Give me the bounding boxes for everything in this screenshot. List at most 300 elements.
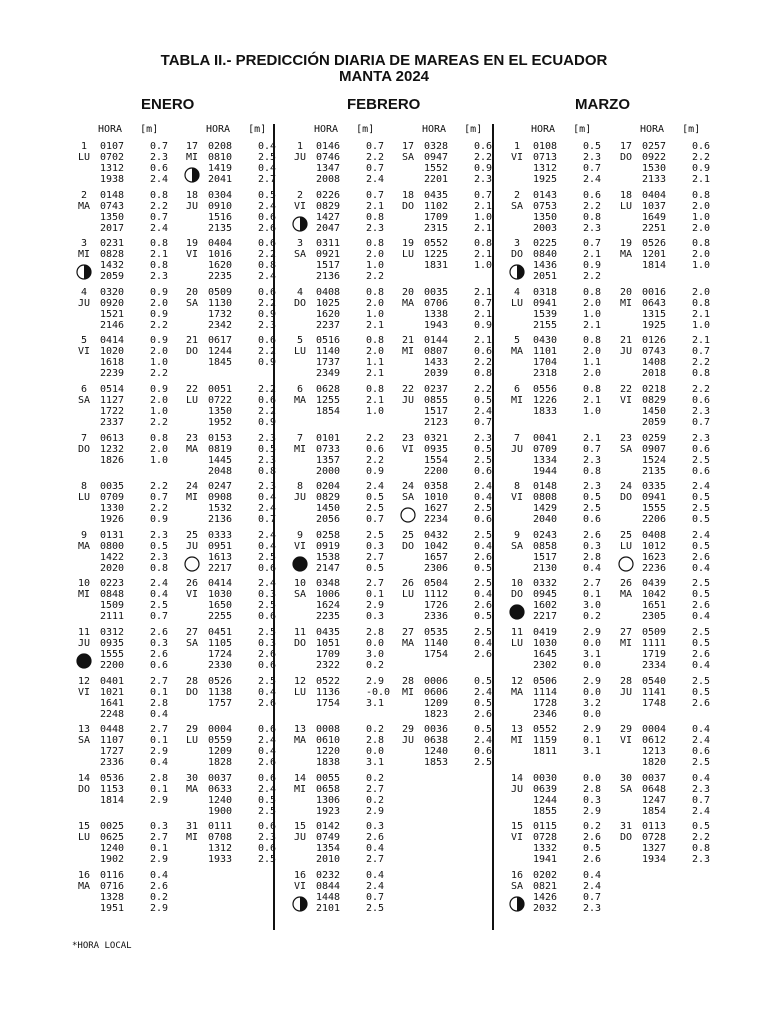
tide-heights: [474, 141, 492, 185]
tide-heights: [692, 530, 710, 574]
tide-time: 0807: [424, 346, 449, 358]
tide-time: 1448: [316, 892, 341, 903]
tide-height: 0.5: [366, 562, 385, 574]
tide-height: 2.6: [583, 529, 602, 541]
weekday: DO: [510, 249, 524, 261]
tide-height: 1.0: [366, 406, 385, 417]
tide-time: 1240: [208, 794, 233, 806]
tide-height: 0.7: [366, 141, 385, 152]
tide-height: 0.7: [474, 189, 493, 201]
tide-times: [100, 870, 124, 914]
tide-height: 2.3: [583, 454, 602, 466]
tide-height: 1.0: [474, 260, 493, 272]
tide-heights: [583, 141, 601, 185]
tide-times: [316, 384, 340, 417]
tide-time: 0304: [208, 189, 233, 201]
tide-time: 1620: [208, 260, 233, 272]
tide-times: [642, 238, 666, 271]
tide-time: 0218: [642, 384, 667, 395]
weekday: LU: [619, 200, 633, 212]
tide-height: 2.5: [258, 600, 277, 612]
tide-height: 2.3: [692, 406, 711, 417]
tide-time: 0006: [424, 675, 449, 687]
tide-height: 0.8: [583, 465, 602, 477]
day-label: [288, 530, 312, 552]
tide-time: 0008: [316, 724, 341, 736]
tide-height: 2.8: [583, 783, 602, 795]
tide-height: 2.1: [474, 222, 493, 234]
tide-times: [642, 530, 666, 574]
tide-height: 1.0: [692, 319, 711, 331]
tide-heights: [258, 676, 276, 709]
tide-time: 0709: [100, 492, 125, 504]
day-label: [614, 481, 638, 503]
day-number: 12: [293, 675, 307, 687]
tide-times: [100, 724, 124, 768]
tide-time: 0318: [533, 286, 558, 298]
tide-heights: [258, 773, 276, 817]
tide-time: 0126: [642, 335, 667, 347]
tide-time: 1332: [533, 843, 558, 855]
tide-time: 1811: [533, 746, 558, 758]
tide-height: 2.4: [258, 578, 277, 590]
meters-header: [m]: [248, 124, 267, 135]
tide-times: [100, 238, 124, 282]
tide-time: 0921: [316, 249, 341, 261]
footnote: *HORA LOCAL: [72, 941, 132, 951]
tide-time: 0439: [642, 578, 667, 590]
day-number: 13: [293, 724, 307, 736]
day-number: 17: [401, 141, 415, 152]
tide-time: 1754: [316, 697, 341, 709]
tide-time: 0004: [642, 724, 667, 736]
tide-height: 2.4: [366, 174, 385, 185]
weekday: JU: [77, 638, 91, 649]
tide-time: 1350: [208, 406, 233, 417]
tide-time: 2235: [316, 611, 341, 623]
tide-time: 0148: [533, 481, 558, 493]
hora-header: HORA: [422, 124, 447, 135]
tide-time: 0108: [533, 141, 558, 152]
weekday: JU: [77, 297, 91, 309]
tide-times: [642, 821, 666, 865]
tide-time: 1334: [533, 454, 558, 466]
tide-height: 2.5: [474, 503, 493, 515]
tide-height: 2.4: [474, 406, 493, 417]
weekday: MA: [619, 589, 633, 601]
hora-header: HORA: [640, 124, 665, 135]
tide-heights: [692, 141, 710, 185]
tide-height: 2.2: [150, 319, 169, 331]
tide-heights: [474, 724, 492, 768]
tide-time: 2059: [100, 271, 125, 283]
tide-time: 0858: [533, 540, 558, 552]
tide-time: 2018: [642, 368, 667, 380]
day-number: 14: [77, 772, 91, 784]
day-number: 25: [619, 529, 633, 541]
tide-height: 0.7: [692, 346, 711, 358]
weekday: DO: [510, 589, 524, 601]
tide-time: 1722: [100, 406, 125, 417]
tide-time: 1426: [533, 892, 558, 903]
tide-heights: [150, 676, 168, 720]
day-number: 1: [80, 141, 88, 152]
day-number: 18: [401, 189, 415, 201]
tide-height: 0.0: [583, 772, 602, 784]
day-label: [288, 190, 312, 212]
tide-heights: [692, 481, 710, 525]
tide-heights: [692, 821, 710, 865]
tide-height: 0.5: [474, 562, 493, 574]
tide-height: 2.0: [150, 346, 169, 358]
weekday: MA: [77, 200, 91, 212]
quarter-moon-icon: [509, 896, 525, 912]
weekday: DO: [619, 152, 633, 163]
tide-height: 0.9: [150, 514, 169, 526]
day-number: 19: [619, 238, 633, 250]
day-number: 7: [80, 432, 88, 444]
tide-time: 2010: [316, 854, 341, 866]
tide-time: 0819: [208, 443, 233, 455]
tide-height: 0.9: [150, 335, 169, 347]
tide-height: 2.9: [150, 903, 169, 914]
day-label: [614, 384, 638, 406]
tide-heights: [258, 578, 276, 622]
tide-time: 1709: [316, 649, 341, 660]
tide-time: 0332: [533, 578, 558, 590]
tide-time: 2136: [316, 271, 341, 283]
tide-height: 0.6: [583, 514, 602, 526]
tide-time: 2217: [208, 562, 233, 574]
tide-time: 1112: [424, 589, 449, 601]
tide-height: 2.0: [583, 346, 602, 358]
day-number: 2: [513, 189, 521, 201]
tide-times: [316, 676, 340, 709]
day-label: [72, 481, 96, 503]
tide-time: 1923: [316, 805, 341, 817]
tide-time: 0828: [100, 249, 125, 261]
tide-height: 2.6: [474, 649, 493, 660]
tide-height: 0.1: [150, 783, 169, 795]
day-number: 15: [510, 821, 524, 833]
tide-height: 0.5: [474, 443, 493, 455]
tide-time: 1618: [100, 357, 125, 369]
tide-height: 2.1: [583, 249, 602, 261]
tide-heights: [583, 433, 601, 477]
tide-time: 0907: [642, 443, 667, 455]
tide-height: 0.5: [474, 697, 493, 709]
tide-height: 2.9: [583, 724, 602, 736]
tide-height: 2.1: [474, 335, 493, 347]
tide-times: [533, 821, 557, 865]
tide-heights: [258, 724, 276, 768]
tide-times: [642, 384, 666, 428]
tide-height: 2.9: [366, 600, 385, 612]
tide-height: 1.0: [150, 357, 169, 369]
tide-time: 0225: [533, 238, 558, 250]
tide-height: 2.6: [150, 649, 169, 660]
day-number: 3: [513, 238, 521, 250]
tide-heights: [258, 141, 276, 185]
tide-height: 0.6: [258, 772, 277, 784]
tide-times: [424, 238, 448, 271]
tide-time: 1201: [642, 249, 667, 261]
full-moon-icon: [400, 507, 416, 523]
tide-time: 0223: [100, 578, 125, 590]
tide-time: 1709: [424, 211, 449, 223]
tide-time: 2336: [100, 757, 125, 769]
weekday: LU: [510, 638, 524, 649]
tide-height: 2.2: [692, 357, 711, 369]
day-label: [72, 676, 96, 698]
tide-time: 1030: [208, 589, 233, 601]
tide-height: 0.2: [366, 724, 385, 736]
tide-time: 0335: [642, 481, 667, 493]
tide-times: [316, 238, 340, 282]
tide-height: 2.2: [692, 152, 711, 163]
tide-height: 0.6: [474, 746, 493, 758]
tide-time: 2322: [316, 660, 341, 671]
tide-time: 1315: [642, 308, 667, 320]
tide-height: 0.8: [150, 189, 169, 201]
tide-height: 2.3: [150, 152, 169, 163]
tide-heights: [692, 190, 710, 234]
tide-time: 1757: [208, 697, 233, 709]
tide-heights: [366, 676, 390, 709]
tide-height: 0.5: [692, 638, 711, 649]
tide-height: 2.5: [692, 503, 711, 515]
tide-time: 2047: [316, 222, 341, 234]
tide-times: [642, 433, 666, 477]
tide-height: 0.6: [692, 443, 711, 455]
meters-header: [m]: [573, 124, 592, 135]
day-number: 14: [510, 772, 524, 784]
tide-height: 2.5: [474, 529, 493, 541]
tide-time: 0844: [316, 881, 341, 892]
weekday: LU: [185, 395, 199, 406]
day-label: [505, 335, 529, 357]
column-header: [422, 124, 482, 135]
tide-height: 2.4: [583, 881, 602, 892]
weekday: MA: [619, 249, 633, 261]
day-label: [72, 578, 96, 600]
weekday: SA: [401, 492, 415, 504]
tide-times: [208, 530, 232, 574]
tide-height: 1.0: [366, 260, 385, 272]
weekday: DO: [401, 200, 415, 212]
page-subtitle: MANTA 2024: [338, 68, 430, 85]
day-label: [72, 530, 96, 552]
tide-time: 0504: [424, 578, 449, 590]
tide-height: 0.7: [150, 141, 169, 152]
tide-height: 0.5: [583, 141, 602, 152]
day-label: [180, 335, 204, 357]
day-label: [614, 676, 638, 698]
tide-time: 0722: [208, 395, 233, 406]
tide-time: 1820: [642, 757, 667, 769]
day-label: [505, 676, 529, 698]
tide-times: [316, 627, 340, 671]
tide-time: 0259: [642, 432, 667, 444]
tide-height: 0.5: [692, 540, 711, 552]
tide-height: 0.4: [150, 870, 169, 881]
tide-time: 2302: [533, 660, 558, 671]
weekday: LU: [185, 735, 199, 747]
tide-time: 1427: [316, 211, 341, 223]
tide-height: 2.7: [366, 578, 385, 590]
tide-height: 0.4: [258, 686, 277, 698]
tide-time: 1538: [316, 551, 341, 563]
weekday: JU: [185, 200, 199, 212]
day-number: 16: [510, 870, 524, 881]
day-number: 17: [185, 141, 199, 152]
tide-time: 1833: [533, 406, 558, 417]
tide-height: 0.8: [150, 260, 169, 272]
tide-time: 1247: [642, 794, 667, 806]
tide-time: 1524: [642, 454, 667, 466]
tide-height: 2.8: [366, 735, 385, 747]
tide-height: 0.4: [258, 492, 277, 504]
tide-time: 0947: [424, 152, 449, 163]
tide-time: 0414: [100, 335, 125, 347]
tide-times: [316, 141, 340, 185]
tide-time: 0919: [316, 540, 341, 552]
tide-time: 0749: [316, 832, 341, 844]
tide-time: 1934: [642, 854, 667, 866]
tide-heights: [366, 627, 384, 671]
tide-height: 2.6: [583, 832, 602, 844]
tide-time: 1854: [316, 406, 341, 417]
tide-height: 0.0: [583, 638, 602, 649]
tide-times: [533, 578, 557, 622]
tide-height: 0.3: [150, 821, 169, 833]
tide-height: 0.2: [366, 794, 385, 806]
tide-height: 0.3: [366, 611, 385, 623]
day-number: 13: [510, 724, 524, 736]
day-label: [396, 433, 420, 455]
tide-time: 1436: [533, 260, 558, 272]
tide-times: [208, 676, 232, 709]
tide-height: 0.2: [366, 772, 385, 784]
tide-height: 2.9: [583, 805, 602, 817]
tide-heights: [150, 724, 168, 768]
tide-height: 2.2: [258, 346, 277, 358]
tide-time: 0522: [316, 675, 341, 687]
hora-header: HORA: [314, 124, 339, 135]
tide-times: [208, 238, 232, 282]
tide-heights: [366, 870, 384, 914]
tide-time: 0526: [208, 675, 233, 687]
tide-heights: [258, 190, 276, 234]
tide-height: 0.3: [366, 821, 385, 833]
day-number: 16: [77, 870, 91, 881]
tide-height: 0.8: [692, 297, 711, 309]
tide-time: 0808: [533, 492, 558, 504]
tide-height: 0.5: [583, 492, 602, 504]
tide-height: 0.8: [150, 562, 169, 574]
tide-height: 2.5: [692, 675, 711, 687]
tide-time: 1552: [424, 163, 449, 174]
tide-height: 0.2: [150, 892, 169, 903]
tide-height: 0.3: [583, 540, 602, 552]
day-number: 20: [401, 286, 415, 298]
day-label: [72, 627, 96, 649]
tide-time: 0941: [642, 492, 667, 504]
weekday: DO: [401, 540, 415, 552]
tide-heights: [366, 724, 384, 768]
tide-height: 3.2: [583, 697, 602, 709]
weekday: VI: [185, 249, 199, 261]
day-label: [396, 530, 420, 552]
tide-heights: [150, 287, 168, 331]
tide-times: [208, 384, 232, 428]
tide-heights: [692, 724, 710, 768]
tide-heights: [692, 676, 710, 709]
tide-height: 0.4: [583, 562, 602, 574]
tide-heights: [474, 627, 492, 660]
tide-times: [424, 141, 448, 185]
tide-time: 0821: [533, 881, 558, 892]
tide-times: [100, 287, 124, 331]
weekday: VI: [401, 443, 415, 455]
weekday: MA: [401, 297, 415, 309]
tide-height: 2.3: [258, 832, 277, 844]
tide-time: 0144: [424, 335, 449, 347]
day-label: [180, 190, 204, 212]
tide-times: [208, 773, 232, 817]
tide-height: 0.4: [150, 757, 169, 769]
day-number: 21: [401, 335, 415, 347]
weekday: VI: [293, 540, 307, 552]
day-label: [180, 384, 204, 406]
tide-time: 0559: [208, 735, 233, 747]
tide-time: 0208: [208, 141, 233, 152]
weekday: SA: [619, 783, 633, 795]
day-label: [614, 238, 638, 260]
tide-height: 0.4: [474, 540, 493, 552]
tide-time: 1141: [642, 686, 667, 698]
tide-height: 0.8: [366, 211, 385, 223]
tide-height: 0.5: [258, 794, 277, 806]
tide-time: 1657: [424, 551, 449, 563]
day-number: 24: [185, 481, 199, 493]
tide-times: [424, 384, 448, 428]
tide-time: 0016: [642, 286, 667, 298]
day-label: [180, 481, 204, 503]
tide-times: [642, 773, 666, 817]
tide-time: 0035: [100, 481, 125, 493]
tide-time: 0840: [533, 249, 558, 261]
tide-times: [642, 627, 666, 671]
tide-time: 0552: [533, 724, 558, 736]
tide-times: [533, 384, 557, 417]
tide-time: 0101: [316, 432, 341, 444]
tide-height: 0.3: [150, 638, 169, 649]
tide-time: 1651: [642, 600, 667, 612]
day-label: [614, 821, 638, 843]
tide-times: [533, 530, 557, 574]
tide-heights: [474, 238, 492, 271]
tide-time: 2135: [642, 465, 667, 477]
tide-height: 0.8: [583, 384, 602, 395]
tide-heights: [583, 821, 601, 865]
day-number: 12: [510, 675, 524, 687]
tide-height: 0.1: [150, 843, 169, 855]
tide-height: 2.2: [583, 271, 602, 283]
column-divider: [492, 124, 494, 930]
tide-height: 0.4: [692, 660, 711, 671]
day-label: [72, 821, 96, 843]
